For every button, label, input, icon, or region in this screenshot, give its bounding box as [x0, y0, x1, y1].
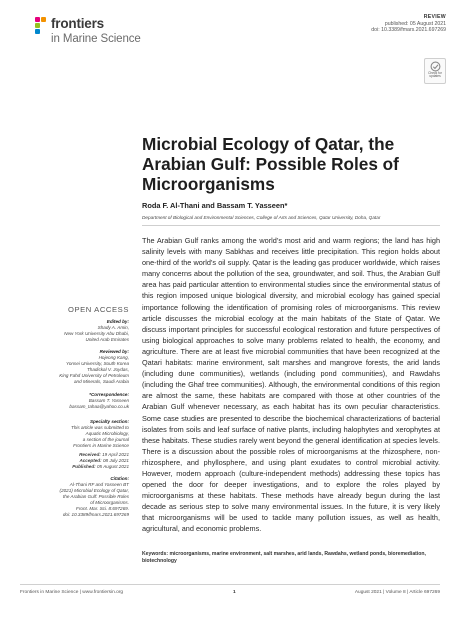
specialty-line: Frontiers in Marine Science	[73, 442, 129, 448]
keywords-list: microorganisms, marine environment, salt marshes, arid lands, Rawdahs, wetland ponds, bioremediation, biotechnology	[142, 551, 426, 564]
citation-line: the Arabian Gulf: Possible Roles	[63, 494, 129, 500]
abstract: The Arabian Gulf ranks among the world’s most arid and warm regions; the land has high salinity levels with many Sabkhas and receives little precipitation. This region holds about one-third of the world’s oil supply. Qatar is the leading gas producer worldwide, which raises many concerns about the pollution of the sea, groundwater, and soil. Thus, the Arabian Gulf area has paid particular attention to environmental studies since the environmental status of this region imposed unique biological diversity, and microbial ecology has gained special importance following the identification of promising roles of microorganisms. This review article discusses the microbial ecology at the main habitats of the State of Qatar. We discuss important principles for successful ecological restoration and future perspectives of using biological approaches to solve many problems related to health, the economy, and agriculture. There are at least five microbial communities that have been recognized at the Qatari habitats: marine environment, salt marshes and mangrove forests, the arid lands (including dune communities), wetlands (including pond communities), and Rawdahs (including the Ghaf tree communities). Although, the environmental conditions of this region are almost the same, these habitats are compared with those at other countries of the Arabian Gulf whenever necessary, as each habitat has its own peculiar characteristics. Some case studies are presented to describe the biochemical characterizations of bacterial isolates from soils and leaf surface of native plants, including halophytes and xerophytes at these habitats. These studies rarely went beyond the general identification at species levels. There is a discussion about the possible roles of microorganisms at the rhizosphere, non-rhizosphere, and phyllosphere, and using plant exudates to control microbial activity. However, modern approach (culture-independent methods) addressing these topics has opened the door for deeper investigations, and to explore the roles played by microorganisms at these habitats. These methods have already begun during the last decade as serious step to solve many environmental issues. In the future, it is very likely that microorganisms will be used to tackle many pollution issues, as well as health, agricultural, and economic problems.	[142, 236, 440, 534]
affiliation: Department of Biological and Environmental Sciences, College of Arts and Sciences, Qatar University, Doha, Qatar	[142, 215, 381, 220]
published-label: Published:	[72, 463, 96, 469]
editor-line[interactable]: Shady A. Amin,	[97, 325, 129, 331]
title-line: Microbial Ecology of Qatar, the	[142, 134, 395, 154]
citation-line: Front. Mar. Sci. 8:697269.	[76, 506, 129, 512]
title-line: Microorganisms	[142, 174, 275, 194]
citation-label: Citation:	[110, 476, 129, 482]
article-title	[142, 134, 442, 194]
article-meta	[371, 14, 446, 34]
citation-line: Al-Thani RF and Yasseen BT	[69, 482, 129, 488]
editor-line: United Arab Emirates	[85, 337, 129, 343]
open-access-label: OPEN ACCESS	[67, 305, 129, 314]
authors[interactable]: Roda F. Al-Thani and Bassam T. Yasseen*	[142, 201, 288, 210]
citation-doi[interactable]: doi: 10.3389/fmars.2021.697269	[62, 512, 129, 518]
accepted-value: 08 July 2021	[102, 457, 129, 463]
specialty-line: a section of the journal	[82, 436, 129, 442]
reviewer-line[interactable]: Hojeong Kang,	[98, 355, 129, 361]
doi-line[interactable]: doi: 10.3389/fmars.2021.697269	[371, 27, 446, 34]
footer-divider	[20, 584, 440, 585]
frontiers-logo[interactable]	[34, 14, 164, 50]
check-for-updates-badge[interactable]	[424, 58, 446, 84]
frontiers-logo-icon	[34, 16, 48, 34]
received-value: 19 April 2021	[102, 451, 129, 457]
article-info-sidebar	[20, 307, 129, 518]
brand-name: frontiers	[51, 16, 104, 31]
accepted-label: Accepted:	[79, 457, 102, 463]
footer-issue-info: August 2021 | Volume 8 | Article 697269	[354, 590, 440, 595]
published-line: published: 05 August 2021	[384, 20, 446, 27]
citation-line: of Microorganisms.	[90, 500, 129, 506]
journal-name: in Marine Science	[51, 33, 141, 45]
reviewer-line: and Minerals, Saudi Arabia	[74, 379, 129, 385]
specialty-line: Aquatic Microbiology,	[85, 430, 129, 436]
received-label: Received:	[79, 451, 101, 457]
reviewer-line: King Fahd University of Petroleum	[59, 373, 129, 379]
keywords-label: Keywords:	[142, 551, 169, 557]
correspondence-email[interactable]: bassam_tahaa@yahoo.co.uk	[69, 403, 129, 409]
keywords	[142, 551, 440, 565]
citation-line: (2021) Microbial Ecology of Qatar,	[59, 488, 129, 494]
divider	[142, 225, 440, 226]
published-value: 05 August 2021	[96, 463, 129, 469]
correspondence-label: *Correspondence:	[89, 391, 129, 397]
reviewer-line: Yonsei University, South Korea	[66, 361, 129, 367]
article-type: REVIEW	[423, 14, 446, 20]
reviewer-line[interactable]: Thadickal V. Joydas,	[86, 367, 129, 373]
page-number: 1	[233, 590, 236, 595]
check-updates-line-2: updates	[429, 74, 441, 79]
correspondence-name: Bassam T. Yasseen	[88, 397, 129, 403]
edited-by-label: Edited by:	[106, 319, 129, 325]
reviewed-by-label: Reviewed by:	[99, 349, 129, 355]
specialty-line: This article was submitted to	[71, 424, 129, 430]
specialty-section-label: Specialty section:	[89, 418, 129, 424]
title-line: Arabian Gulf: Possible Roles of	[142, 154, 399, 174]
editor-line: New York University Abu Dhabi,	[64, 331, 129, 337]
check-updates-line-1: Check for	[428, 71, 442, 75]
footer-journal-link[interactable]: Frontiers in Marine Science | www.frontiersin.org	[20, 590, 124, 595]
